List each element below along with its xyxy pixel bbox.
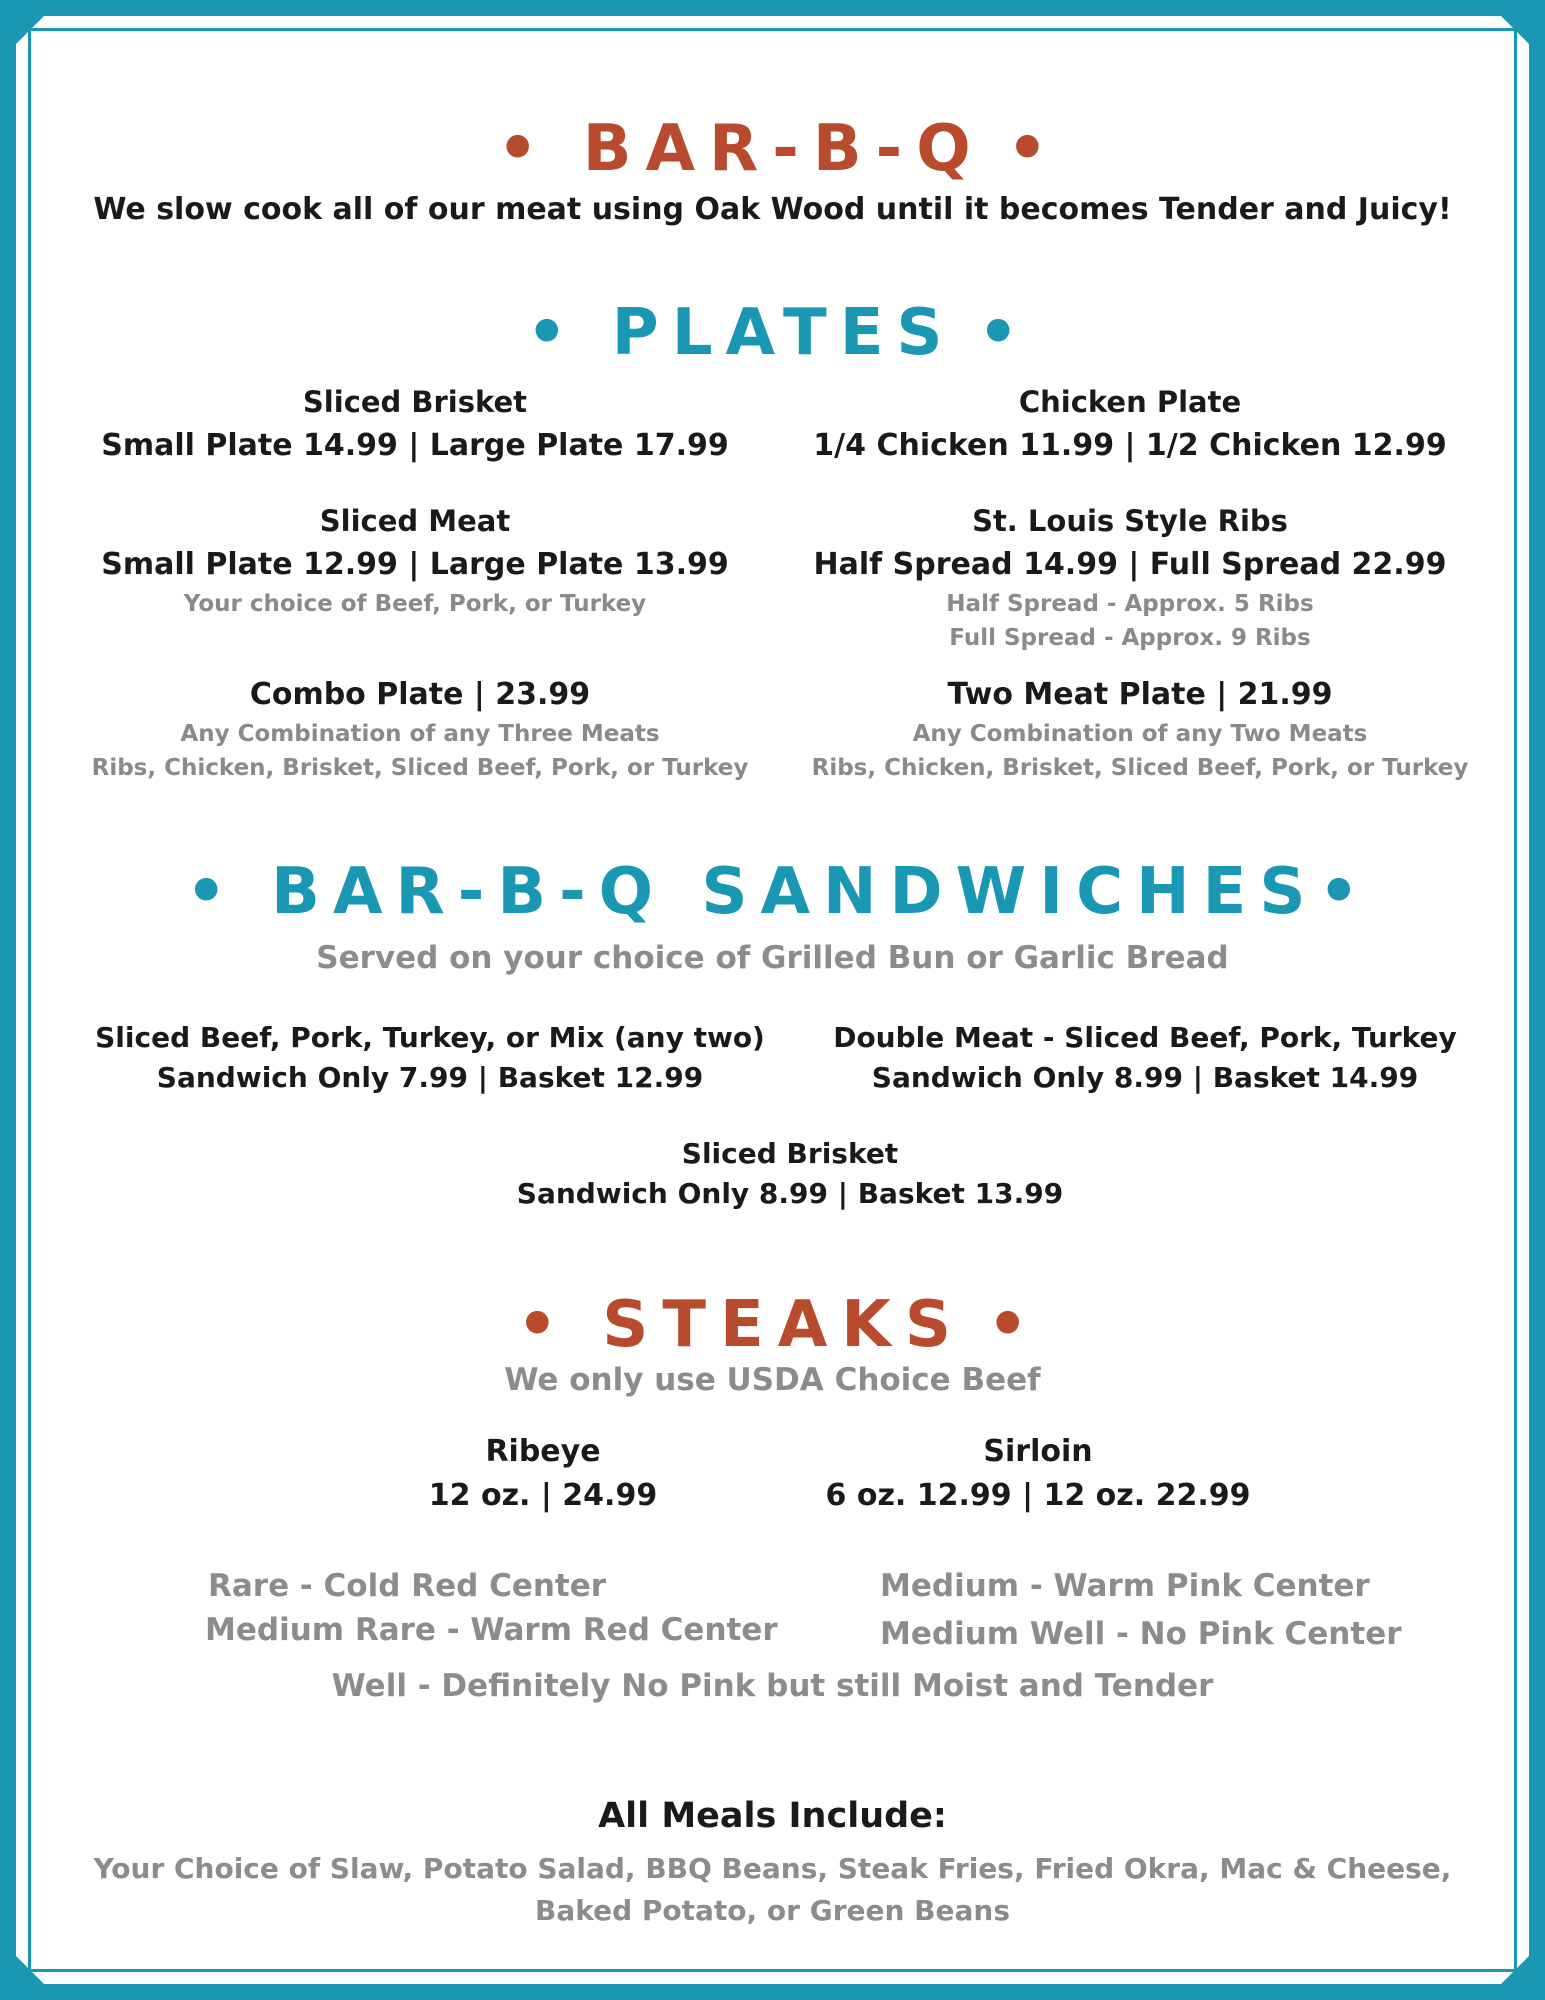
item-name: Sirloin [983, 1434, 1093, 1469]
item-price: 1/4 Chicken 11.99 | 1/2 Chicken 12.99 [813, 428, 1447, 463]
item-name: Sliced Brisket [681, 1137, 899, 1170]
meals-include-heading: All Meals Include: [598, 1796, 947, 1836]
plate-two-meat [780, 673, 1500, 785]
doneness-medium-well: Medium Well - No Pink Center [880, 1616, 1402, 1652]
item-note-2: Ribs, Chicken, Brisket, Sliced Beef, Pork, or Turkey [811, 755, 1469, 781]
doneness-medium: Medium - Warm Pink Center [880, 1568, 1370, 1604]
item-note: Your choice of Beef, Pork, or Turkey [183, 591, 647, 617]
item-name: Ribeye [485, 1434, 601, 1469]
item-name: St. Louis Style Ribs [972, 504, 1288, 538]
plate-sliced-brisket [60, 380, 770, 468]
meals-include-line-1: Your Choice of Slaw, Potato Salad, BBQ Beans, Steak Fries, Fried Okra, Mac & Cheese, [93, 1852, 1452, 1885]
plate-sliced-meat [60, 499, 770, 621]
sandwiches-subtitle: Served on your choice of Grilled Bun or Garlic Bread [316, 940, 1229, 976]
item-name: Sliced Brisket [302, 385, 528, 419]
item-name: Combo Plate | 23.99 [249, 677, 591, 712]
meals-include-line-2: Baked Potato, or Green Beans [534, 1894, 1010, 1927]
plate-chicken [780, 380, 1480, 468]
menu-tagline: We slow cook all of our meat using Oak Wood until it becomes Tender and Juicy! [93, 192, 1452, 227]
item-name: Two Meat Plate | 21.99 [947, 677, 1333, 712]
sandwiches-heading: • BAR-B-Q SANDWICHES• [185, 855, 1360, 929]
item-name: Sliced Meat [319, 504, 511, 538]
menu-title: • BAR-B-Q • [497, 112, 1048, 186]
item-price: Sandwich Only 7.99 | Basket 12.99 [156, 1061, 704, 1094]
item-note: Any Combination of any Three Meats [180, 721, 660, 747]
corner-ornament-top-right [1485, 0, 1545, 60]
corner-ornament-bottom-right [1485, 1940, 1545, 2000]
item-note: Any Combination of any Two Meats [912, 721, 1368, 747]
doneness-medium-rare: Medium Rare - Warm Red Center [205, 1612, 778, 1648]
plates-heading: • PLATES • [526, 296, 1019, 370]
item-price: Small Plate 14.99 | Large Plate 17.99 [101, 428, 729, 463]
steak-sirloin [788, 1430, 1288, 1518]
steaks-heading: • STEAKS • [516, 1288, 1029, 1362]
item-name: Sliced Beef, Pork, Turkey, or Mix (any two) [95, 1021, 765, 1054]
plate-combo [60, 673, 780, 785]
sandwich-double-meat [800, 1018, 1490, 1098]
item-price: Sandwich Only 8.99 | Basket 14.99 [871, 1061, 1419, 1094]
item-price: 6 oz. 12.99 | 12 oz. 22.99 [825, 1478, 1251, 1513]
doneness-rare: Rare - Cold Red Center [208, 1568, 607, 1604]
sandwich-brisket [0, 1134, 1545, 1214]
item-price: Small Plate 12.99 | Large Plate 13.99 [101, 547, 729, 582]
corner-ornament-bottom-left [0, 1940, 60, 2000]
steak-ribeye [343, 1430, 743, 1518]
item-price: Sandwich Only 8.99 | Basket 13.99 [516, 1177, 1064, 1210]
item-note-2: Full Spread - Approx. 9 Ribs [949, 625, 1311, 651]
item-note-2: Ribs, Chicken, Brisket, Sliced Beef, Pork, or Turkey [91, 755, 749, 781]
item-name: Double Meat - Sliced Beef, Pork, Turkey [833, 1021, 1457, 1054]
steaks-subtitle: We only use USDA Choice Beef [504, 1362, 1041, 1398]
item-price: 12 oz. | 24.99 [428, 1478, 658, 1513]
item-name: Chicken Plate [1018, 385, 1242, 419]
corner-ornament-top-left [0, 0, 60, 60]
sandwich-sliced [60, 1018, 800, 1098]
doneness-well: Well - Definitely No Pink but still Moist and Tender [331, 1668, 1214, 1704]
item-note: Half Spread - Approx. 5 Ribs [946, 591, 1314, 617]
item-price: Half Spread 14.99 | Full Spread 22.99 [813, 547, 1447, 582]
plate-ribs [780, 499, 1480, 655]
